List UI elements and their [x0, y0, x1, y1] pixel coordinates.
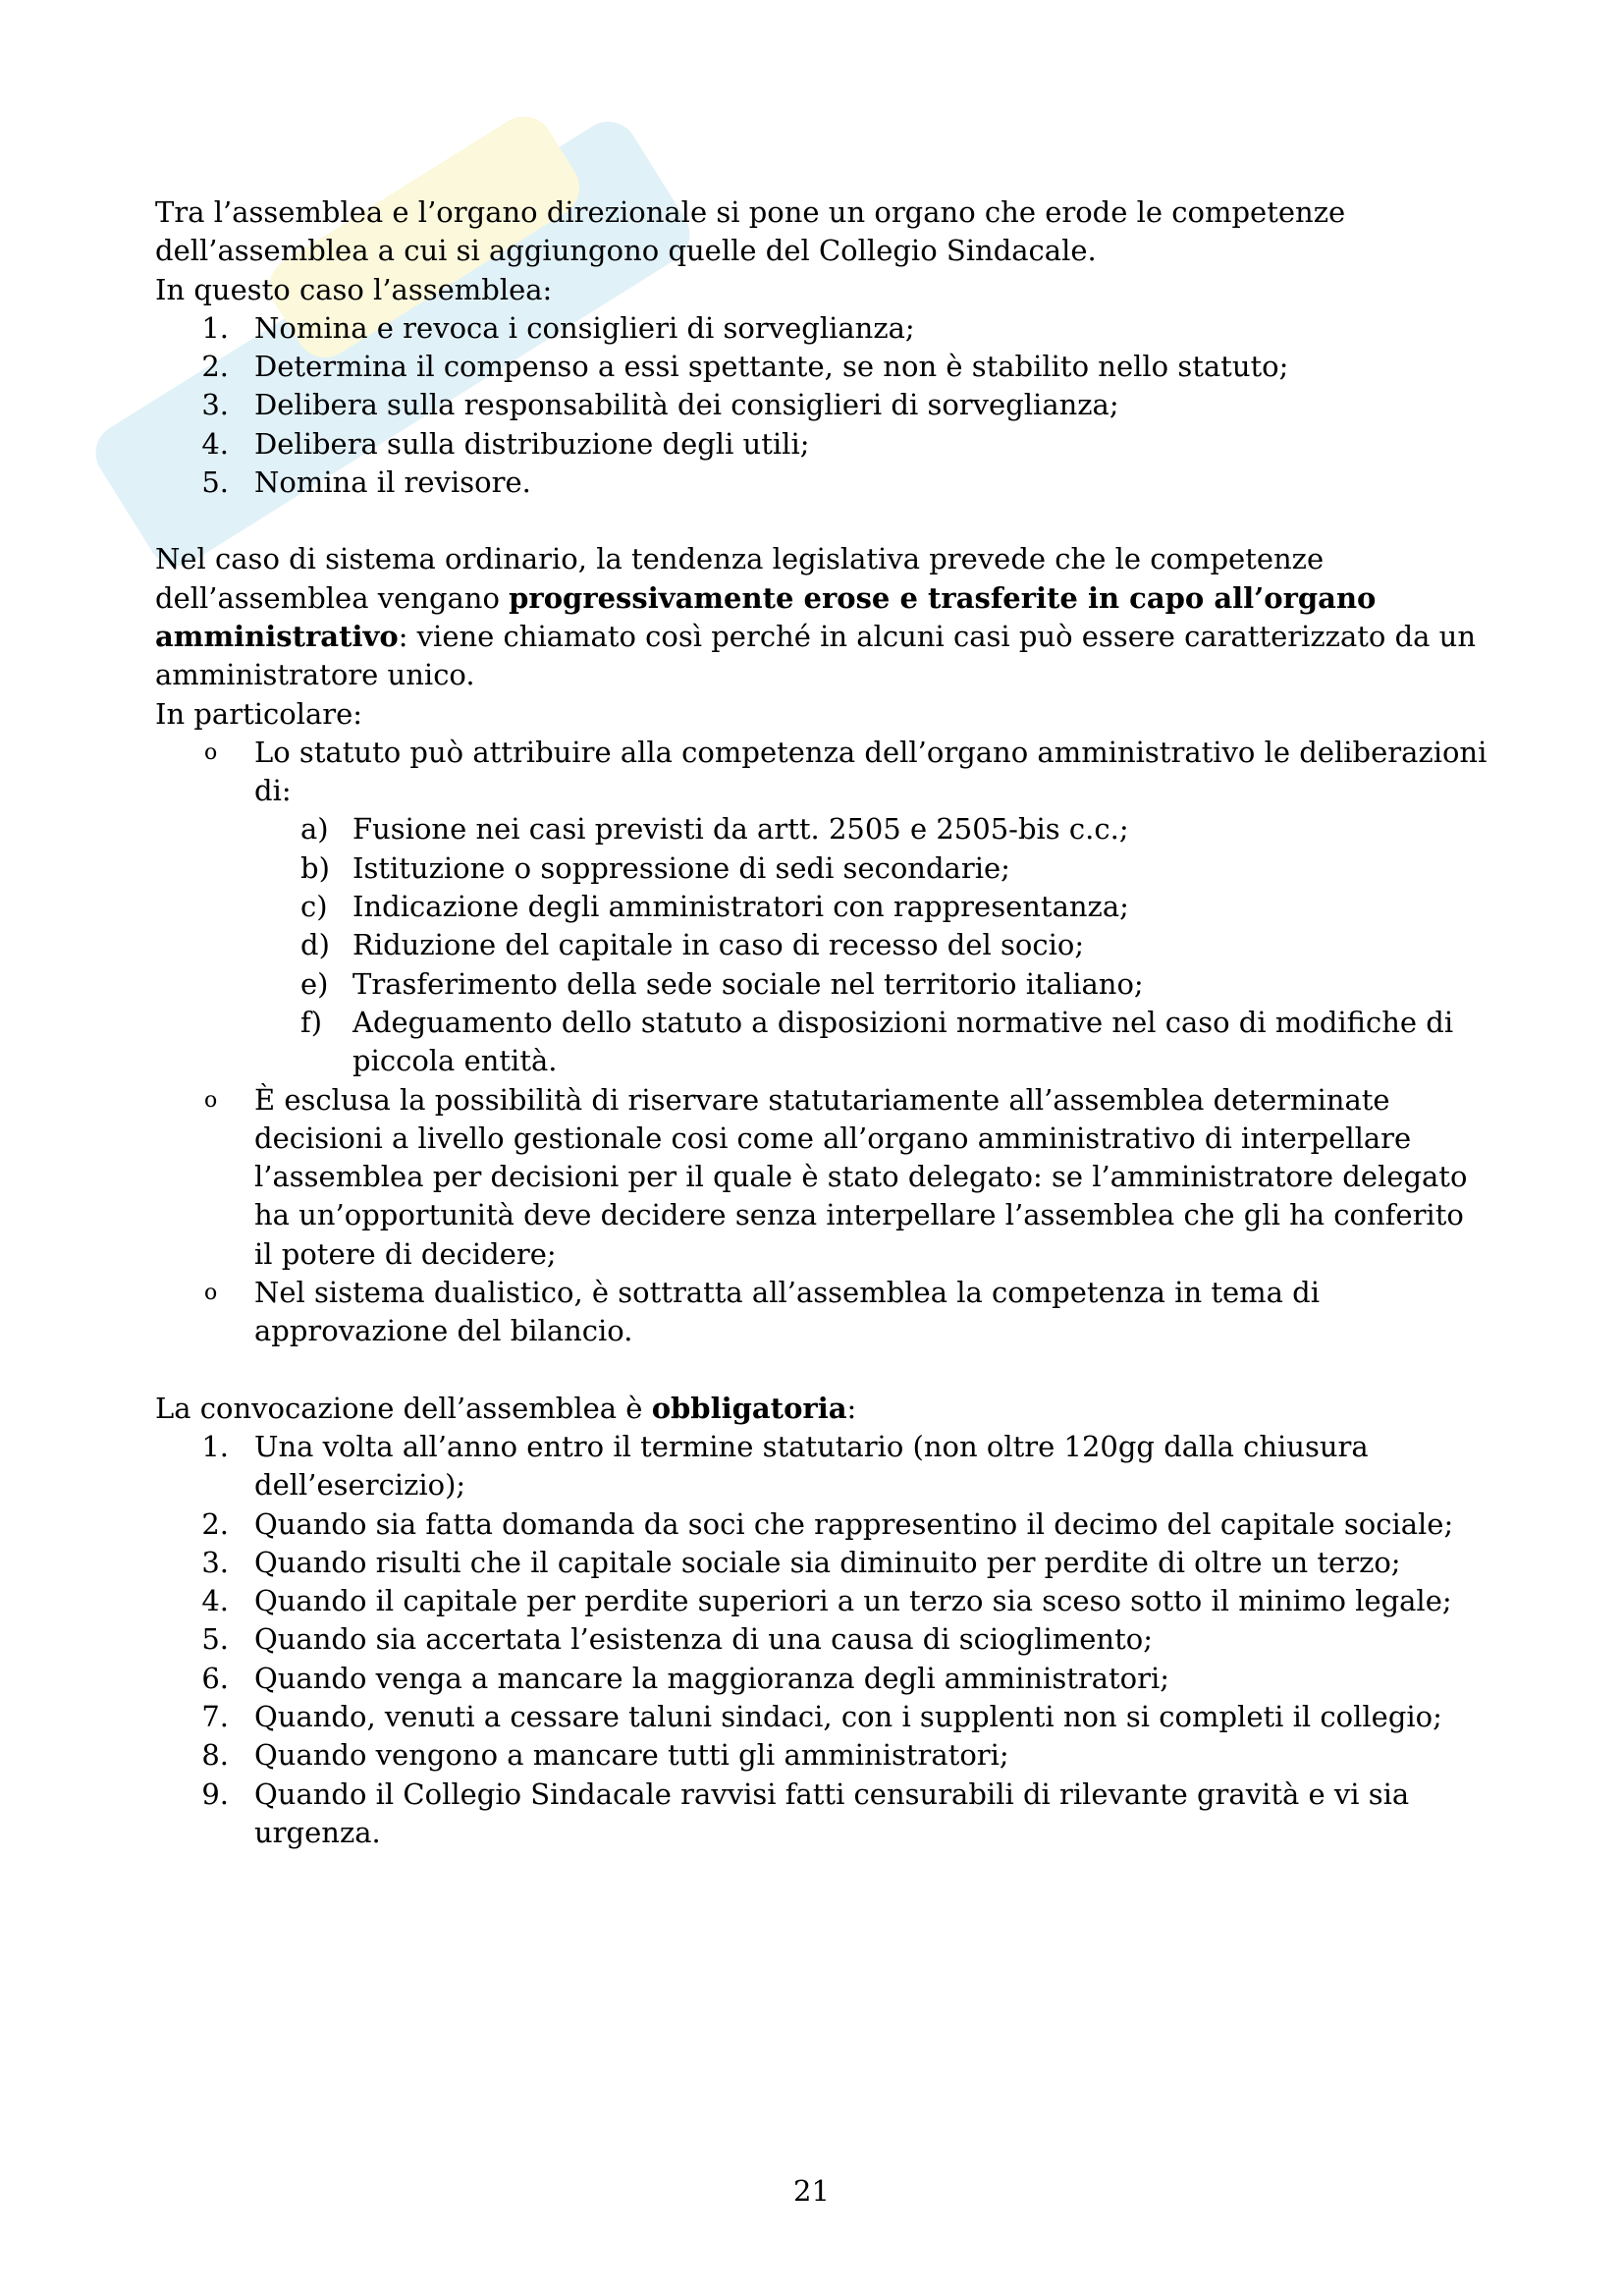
list-item: a) Fusione nei casi previsti da artt. 2505 e 2505-bis c.c.; [300, 812, 1129, 847]
bullet-marker: o [204, 739, 218, 765]
ordinary-system-paragraph: Nel caso di sistema ordinario, la tendenza legislativa prevede che le competenze dell’assemblea vengano progressivamente erose e trasferite in capo all’organo amministrativo: viene chiamato così perché in alcuni casi può essere caratterizzato da un amministratore unico. [155, 542, 1477, 692]
bullet-list-continued [155, 1081, 1490, 1351]
convocation-list [155, 1428, 1490, 1852]
document-body [155, 193, 1490, 1852]
bullet-list [155, 734, 1490, 811]
bullet-item: o Lo statuto può attribuire alla competenza dell’organo amministrativo le deliberazioni di: [204, 735, 1488, 808]
list-item: 2. Determina il compenso a essi spettante, se non è stabilito nello statuto; [201, 350, 1289, 384]
list-item: e) Trasferimento della sede sociale nel territorio italiano; [300, 966, 1144, 1001]
assembly-powers-list [155, 309, 1490, 502]
list-item: 4. Quando il capitale per perdite superiori a un terzo sia sceso sotto il minimo legale; [201, 1584, 1452, 1618]
list-item: 7. Quando, venuti a cessare taluni sindaci, con i supplenti non si completi il collegio; [201, 1699, 1442, 1733]
bullet-item: o Nel sistema dualistico, è sottratta all’assemblea la competenza in tema di approvazione del bilancio. [204, 1276, 1321, 1348]
list-item: 5. Nomina il revisore. [201, 465, 531, 500]
list-item: 9. Quando il Collegio Sindacale ravvisi fatti censurabili di rilevante gravità e vi sia urgenza. [201, 1777, 1410, 1849]
list-item: c) Indicazione degli amministratori con rappresentanza; [300, 890, 1129, 924]
list-item: d) Riduzione del capitale in caso di recesso del socio; [300, 928, 1085, 962]
bullet-marker: o [204, 1087, 218, 1113]
list-item: 5. Quando sia accertata l’esistenza di una causa di scioglimento; [201, 1622, 1153, 1657]
list-item: 1. Una volta all’anno entro il termine statutario (non oltre 120gg dalla chiusura dell’esercizio); [201, 1429, 1369, 1503]
in-particolare-label: In particolare: [155, 696, 363, 731]
list-item: 2. Quando sia fatta domanda da soci che rappresentino il decimo del capitale sociale; [201, 1506, 1454, 1541]
bullet-item: o È esclusa la possibilità di riservare statutariamente all’assemblea determinate decisioni a livello gestionale cosi come all’organo amministrativo di interpellare l’assemblea per decisioni per il quale è stato delegato: se l’amministratore delegato ha un’opportunità deve decidere senza interpellare l’assemblea che gli ha conferito il potere di decidere; [204, 1082, 1468, 1271]
list-item: f) Adeguamento dello statuto a disposizioni normative nel caso di modifiche di piccola entità. [300, 1005, 1454, 1078]
list-item: 6. Quando venga a mancare la maggioranza degli amministratori; [201, 1661, 1170, 1695]
page-number: 21 [793, 2174, 830, 2208]
intro-line-2: dell’assemblea a cui si aggiungono quelle del Collegio Sindacale. [155, 234, 1097, 268]
list-item: 3. Delibera sulla responsabilità dei consiglieri di sorveglianza; [201, 388, 1119, 422]
list-item: 8. Quando vengono a mancare tutti gli amministratori; [201, 1738, 1009, 1773]
list-item: 3. Quando risulti che il capitale sociale sia diminuito per perdite di oltre un terzo; [201, 1545, 1401, 1579]
bullet-marker: o [204, 1281, 218, 1306]
intro-line-1: Tra l’assemblea e l’organo direzionale si pone un organo che erode le competenze [155, 195, 1346, 229]
list-item: 4. Delibera sulla distribuzione degli utili; [201, 426, 810, 461]
intro-line-3: In questo caso l’assemblea: [155, 272, 553, 306]
list-item: 1. Nomina e revoca i consiglieri di sorveglianza; [201, 310, 915, 345]
convocation-paragraph: La convocazione dell’assemblea è obbligatoria: [155, 1391, 857, 1425]
deliberations-sublist [155, 810, 1490, 1080]
list-item: b) Istituzione o soppressione di sedi secondarie; [300, 850, 1010, 885]
